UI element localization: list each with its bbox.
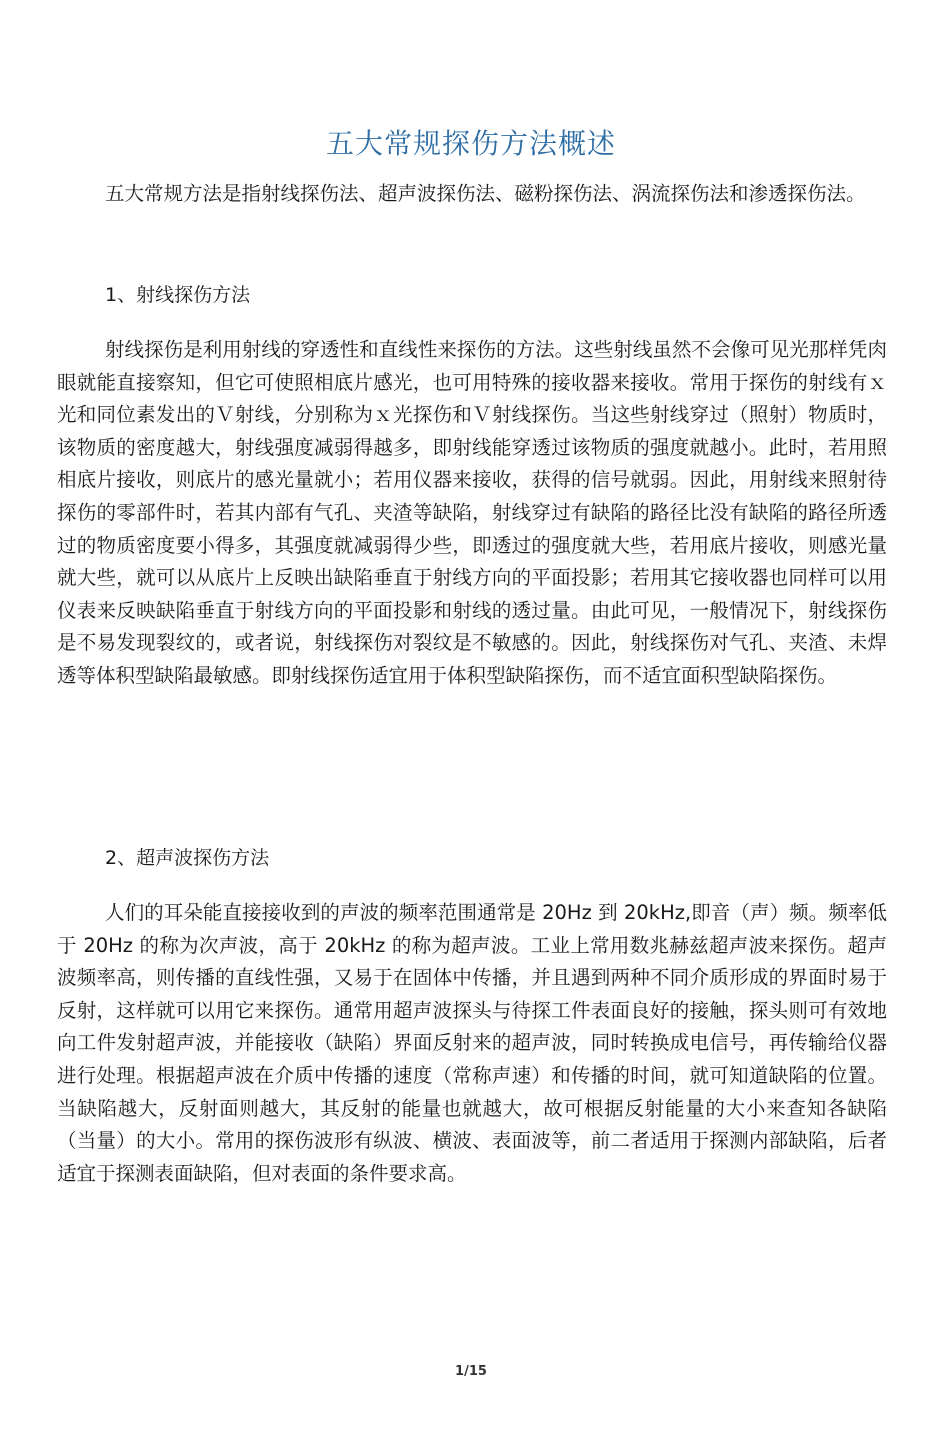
page-title: 五大常规探伤方法概述 xyxy=(325,127,616,160)
section-heading-radiographic: 1、射线探伤方法 xyxy=(105,284,251,306)
intro-paragraph: 五大常规方法是指射线探伤法、超声波探伤法、磁粉探伤法、涡流探伤法和渗透探伤法。 xyxy=(105,182,866,205)
section-heading-ultrasonic: 2、超声波探伤方法 xyxy=(105,847,270,869)
section-body-radiographic: 射线探伤是利用射线的穿透性和直线性来探伤的方法。这些射线虽然不会像可见光那样凭肉眼就能直接察知，但它可使照相底片感光，也可用特殊的接收器来接收。常用于探伤的射线有ｘ光和同位素发出的Ｖ射线，分别称为ｘ光探伤和Ｖ射线探伤。当这些射线穿过（照射）物质时，该物质的密度越大，射线强度减弱得越多，即射线能穿透过该物质的强度就越小。此时，若用照相底片接收，则底片的感光量就小；若用仪器来接收，获得的信号就弱。因此，用射线来照射待探伤的零部件时，若其内部有气孔、夹渣等缺陷，射线穿过有缺陷的路径比没有缺陷的路径所透过的物质密度要小得多，其强度就减弱得少些，即透过的强度就大些，若用底片接收，则感光量就大些，就可以从底片上反映出缺陷垂直于射线方向的平面投影；若用其它接收器也同样可以用仪表来反映缺陷垂直于射线方向的平面投影和射线的透过量。由此可见，一般情况下，射线探伤是不易发现裂纹的，或者说，射线探伤对裂纹是不敏感的。因此，射线探伤对气孔、夹渣、未焊透等体积型缺陷最敏感。即射线探伤适宜用于体积型缺陷探伤，而不适宜面积型缺陷探伤。 xyxy=(57,338,887,687)
page-number: 1/15 xyxy=(455,1364,487,1379)
section-body-ultrasonic: 人们的耳朵能直接接收到的声波的频率范围通常是 20Hz 到 20kHz,即音（声）频。频率低于 20Hz 的称为次声波，高于 20kHz 的称为超声波。工业上常用数兆赫兹超声波来探伤。超声波频率高，则传播的直线性强，又易于在固体中传播，并且遇到两种不同介质形成的界面时易于反射，这样就可以用它来探伤。通常用超声波探头与待探工件表面良好的接触，探头则可有效地向工件发射超声波，并能接收（缺陷）界面反射来的超声波，同时转换成电信号，再传输给仪器进行处理。根据超声波在介质中传播的速度（常称声速）和传播的时间，就可知道缺陷的位置。当缺陷越大，反射面则越大，其反射的能量也就越大，故可根据反射能量的大小来查知各缺陷（当量）的大小。常用的探伤波形有纵波、横波、表面波等，前二者适用于探测内部缺陷，后者适宜于探测表面缺陷，但对表面的条件要求高。 xyxy=(57,901,887,1185)
